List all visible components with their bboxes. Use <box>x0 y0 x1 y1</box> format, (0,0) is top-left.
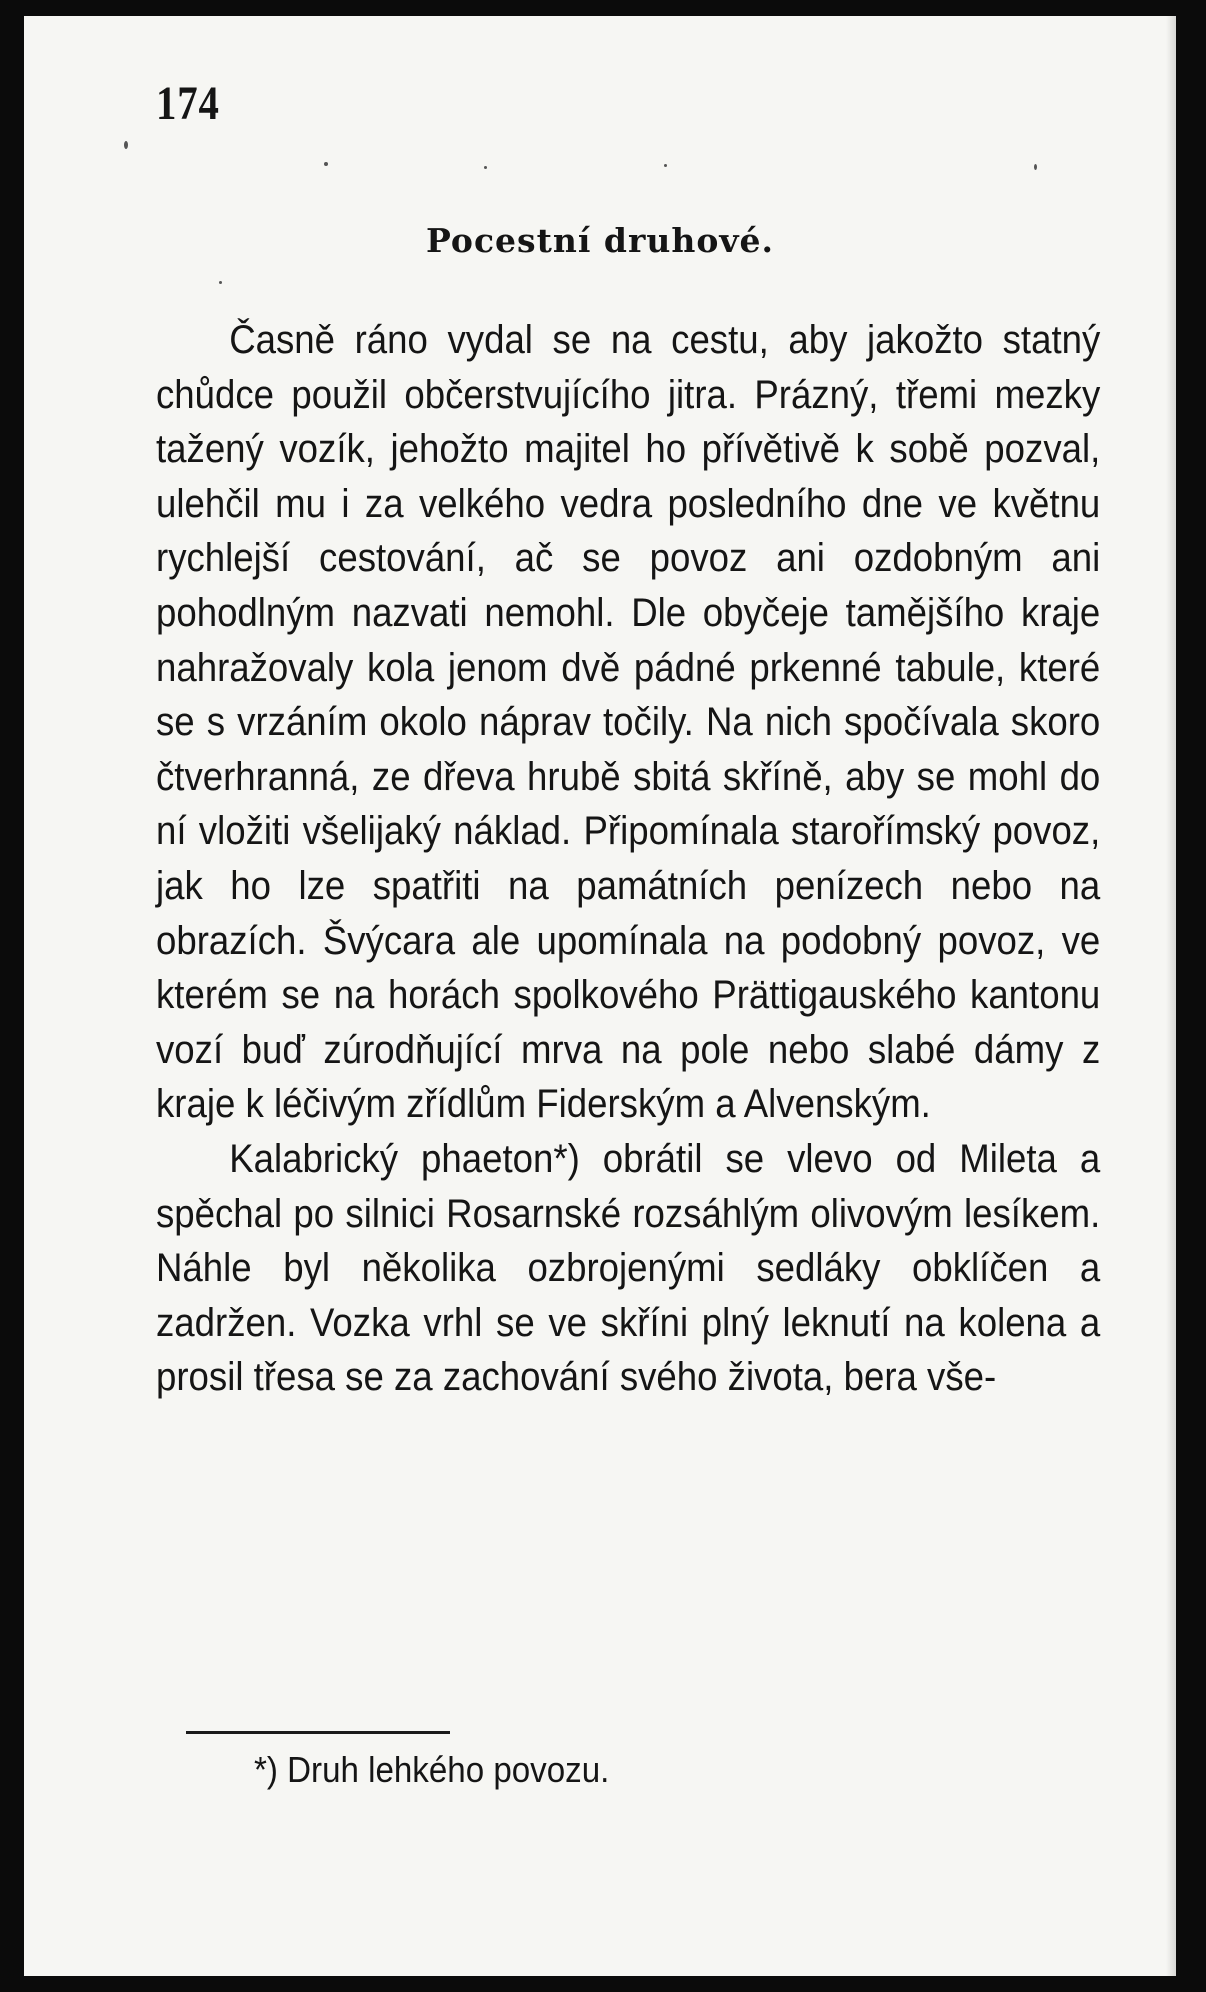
print-speck <box>1034 164 1037 170</box>
footnote: *) Druh lehkého povozu. <box>254 1749 610 1790</box>
page-edge-shadow <box>1166 16 1176 1976</box>
footnote-divider <box>186 1731 450 1734</box>
chapter-heading: Pocestní druhové. <box>426 221 774 260</box>
book-page <box>24 16 1176 1976</box>
print-speck <box>219 281 222 284</box>
print-speck <box>124 141 128 149</box>
paragraph-2: Kalabrický phaeton*) obrátil se vlevo od Mileta a spěchal po silnici Rosarnské rozsáhlým olivovým lesíkem. Náhle byl několika ozbrojenými sedláky obklíčen a zadržen. Vozka vrhl se ve skříni plný leknutí na kolena a prosil třesa se za zachování svého života, bera vše- <box>156 1136 1101 1400</box>
page-number: 174 <box>156 77 220 130</box>
paragraph-1: Časně ráno vydal se na cestu, aby jakožto statný chůdce použil občerstvujícího jitra. Prázný, třemi mezky tažený vozík, jehožto majitel ho přívětivě k sobě pozval, ulehčil mu i za velkého vedra posledního dne ve květnu rychlejší cestování, ač se povoz ani ozdobným ani pohodlným nazvati nemohl. Dle obyčeje tamějšího kraje nahražovaly kola jenom dvě pádné prkenné tabule, které se s vrzáním okolo náprav točily. Na nich spočívala skoro čtverhranná, ze dřeva hrubě sbitá skříně, aby se mohl do ní vložiti všelijaký náklad. Připomínala starořímský povoz, jak ho lze spatřiti na památních penízech nebo na obrazích. Švýcara ale upomínala na podobný povoz, ve kterém se na horách spolkového Prättigauského kantonu vozí buď zúrodňující mrva na pole nebo slabé dámy z kraje k léčivým zřídlům Fiderským a Alvenským. <box>156 318 1101 1127</box>
print-speck <box>664 164 667 167</box>
print-speck <box>324 162 328 166</box>
print-speck <box>484 166 487 169</box>
body-text <box>156 313 1100 1405</box>
